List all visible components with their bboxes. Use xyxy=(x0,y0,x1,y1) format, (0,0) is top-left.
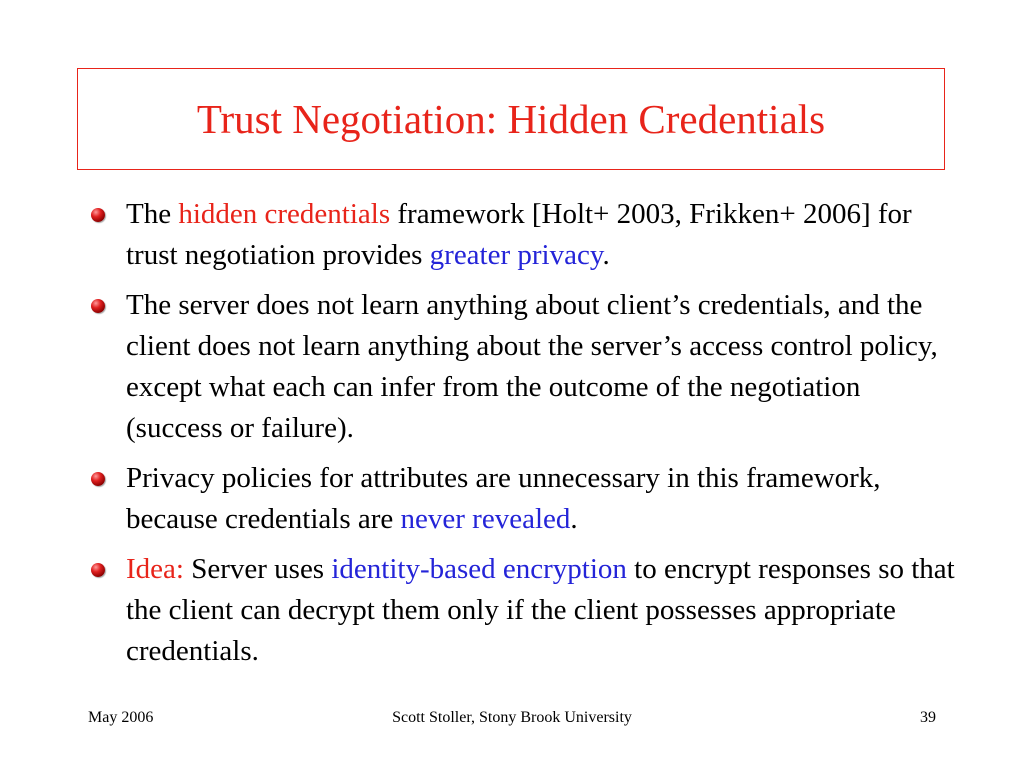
footer-author: Scott Stoller, Stony Brook University xyxy=(392,709,632,726)
bullet-text: to encrypt responses so that the client can decrypt them only if the client possesses appropriate credentials. xyxy=(126,553,955,667)
bullet-text: framework [Holt+ 2003, Frikken+ 2006] for trust negotiation provides xyxy=(126,198,912,271)
bullet-hidden-credentials xyxy=(88,194,958,276)
title-box xyxy=(77,68,945,170)
bullet-text: . xyxy=(570,503,578,535)
bullet-idea xyxy=(88,549,958,672)
bullet-sphere-icon xyxy=(91,472,105,486)
highlight-never-revealed: never revealed xyxy=(400,503,571,535)
bullet-sphere-icon xyxy=(91,299,105,313)
bullet-text: Privacy policies for attributes are unnecessary in this framework, because credentials are xyxy=(126,462,881,535)
highlight-idea-label: Idea: xyxy=(126,553,184,585)
highlight-identity-based-encryption: identity-based encryption xyxy=(331,553,627,585)
bullet-text: The xyxy=(126,198,179,230)
highlight-greater-privacy: greater privacy xyxy=(429,239,603,271)
bullet-list xyxy=(88,194,958,681)
bullet-text: The server does not learn anything about client’s credentials, and the client does not learn anything about the server’s access control policy, except what each can infer from the outcome of the negotiation (success or failure). xyxy=(126,289,938,444)
bullet-server-learns-nothing xyxy=(88,285,958,449)
slide-title: Trust Negotiation: Hidden Credentials xyxy=(196,95,826,142)
footer-page-number: 39 xyxy=(920,709,936,726)
footer-date: May 2006 xyxy=(88,709,154,726)
bullet-sphere-icon xyxy=(91,208,105,222)
bullet-sphere-icon xyxy=(91,563,105,577)
bullet-privacy-policies xyxy=(88,458,958,540)
bullet-text: Server uses xyxy=(183,553,332,585)
highlight-hidden-credentials: hidden credentials xyxy=(178,198,391,230)
bullet-text: . xyxy=(602,239,610,271)
